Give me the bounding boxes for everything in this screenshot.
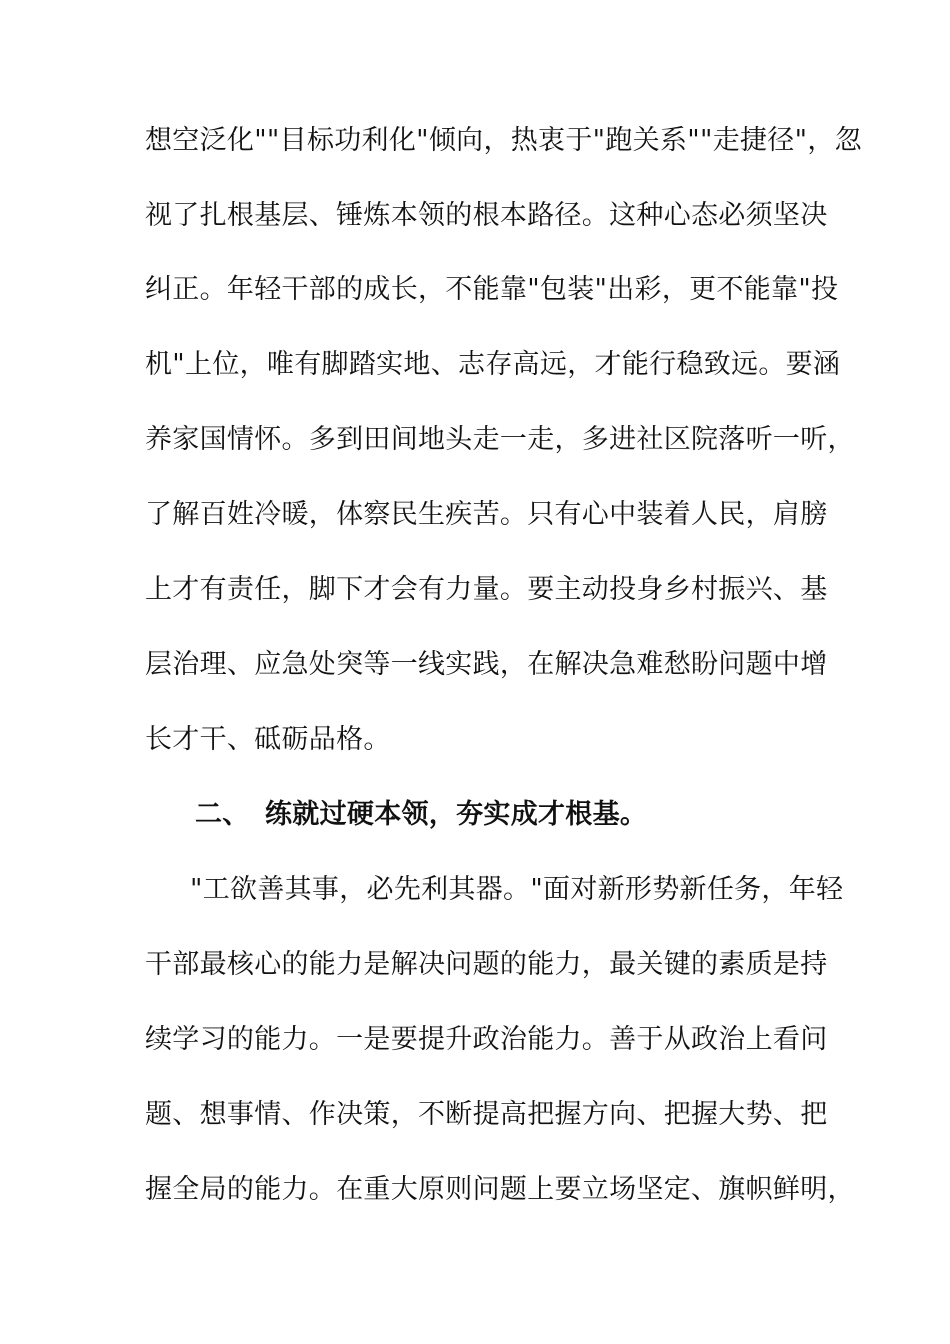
- text-line: 长才干、砥砺品格。: [145, 724, 391, 755]
- text-line: "工欲善其事，必先利其器。"面对新形势新任务，年轻: [190, 874, 844, 905]
- text-line: 想空泛化""目标功利化"倾向，热衷于"跑关系""走捷径"，忽: [145, 125, 862, 156]
- text-line: 握全局的能力。在重大原则问题上要立场坚定、旗帜鲜明，: [145, 1174, 855, 1205]
- text-line: 干部最核心的能力是解决问题的能力，最关键的素质是持: [145, 949, 828, 980]
- text-line: 机"上位，唯有脚踏实地、志存高远，才能行稳致远。要涵: [145, 349, 841, 380]
- section-title: 练就过硬本领，夯实成才根基。: [265, 799, 648, 830]
- text-line: 纠正。年轻干部的成长，不能靠"包装"出彩，更不能靠"投: [145, 274, 839, 305]
- text-line: 了解百姓冷暖，体察民生疾苦。只有心中装着人民，肩膀: [145, 499, 828, 530]
- text-line: 题、想事情、作决策，不断提高把握方向、把握大势、把: [145, 1099, 828, 1130]
- section-number: 二、: [195, 799, 250, 830]
- text-line: 层治理、应急处突等一线实践，在解决急难愁盼问题中增: [145, 649, 828, 680]
- text-line: 养家国情怀。多到田间地头走一走，多进社区院落听一听，: [145, 424, 855, 455]
- text-line: 续学习的能力。一是要提升政治能力。善于从政治上看问: [145, 1024, 828, 1055]
- text-line: 上才有责任，脚下才会有力量。要主动投身乡村振兴、基: [145, 574, 828, 605]
- text-line: 视了扎根基层、锤炼本领的根本路径。这种心态必须坚决: [145, 200, 828, 231]
- section-heading: [195, 799, 647, 831]
